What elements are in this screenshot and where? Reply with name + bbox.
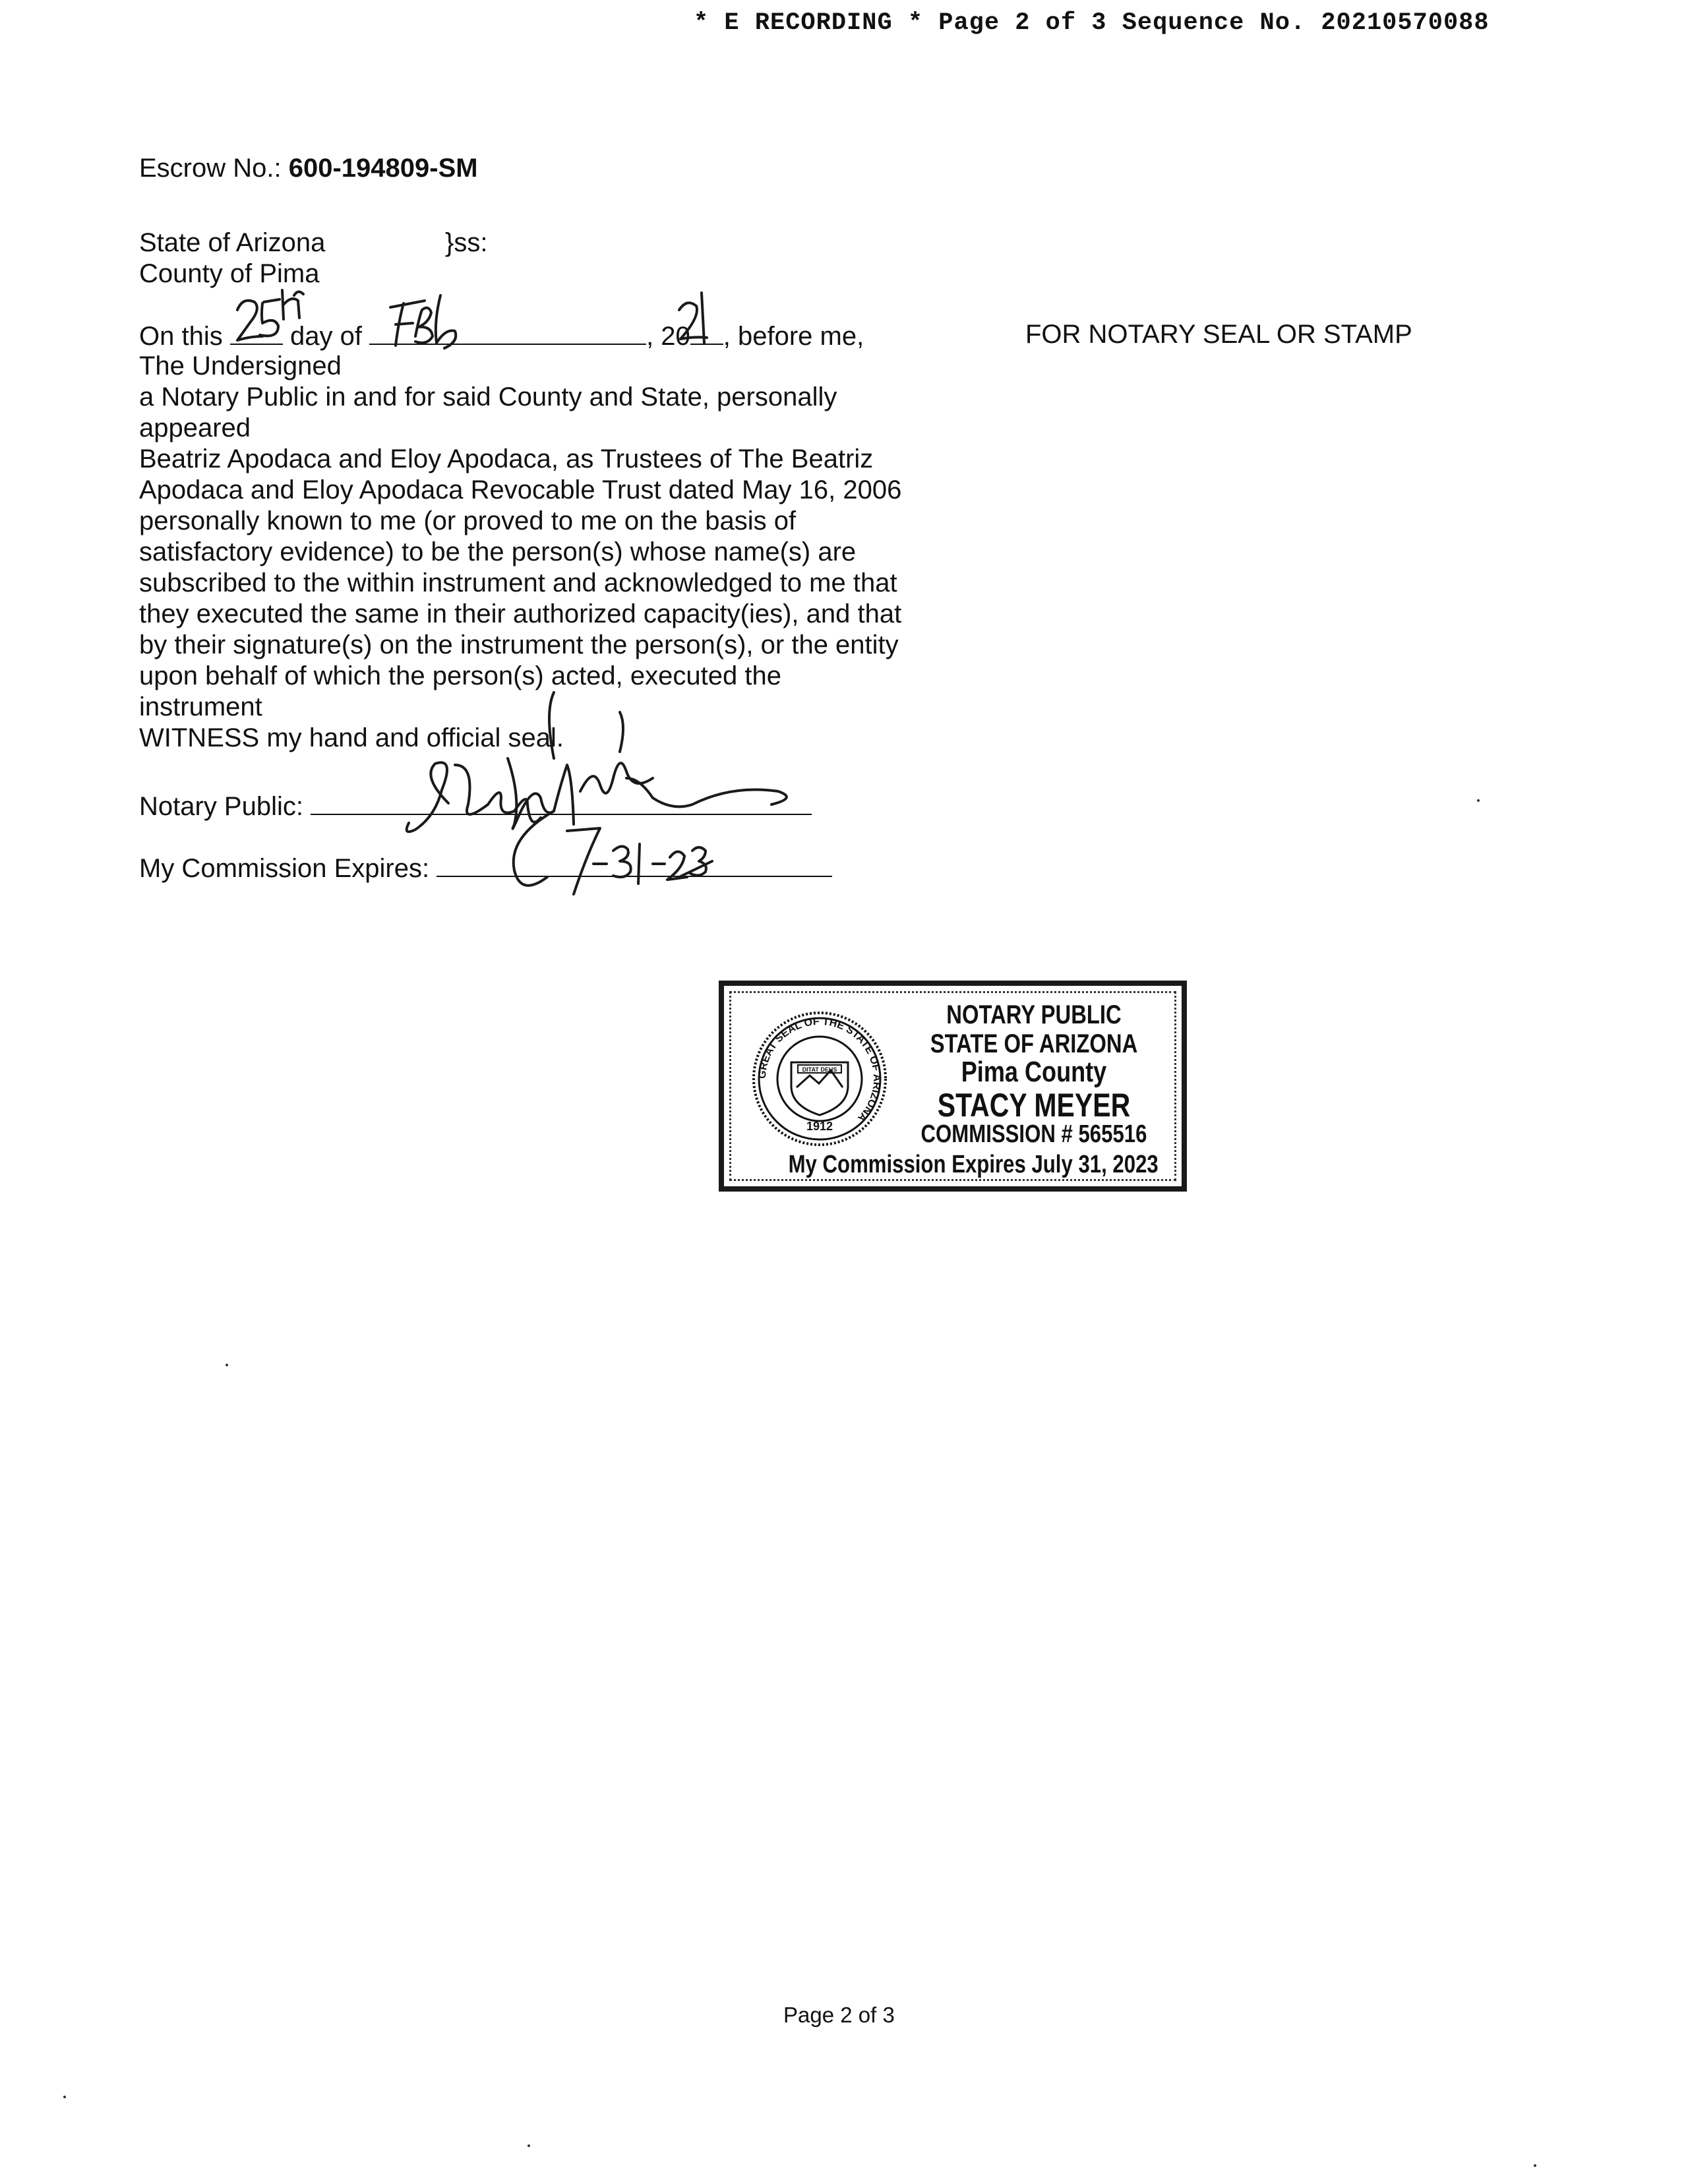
ack-line: satisfactory evidence) to be the person(s) whose name(s) are [139,537,857,566]
stamp-line-state: STATE OF ARIZONA [930,1029,1138,1058]
seal-caption: FOR NOTARY SEAL OR STAMP [1025,320,1412,349]
seal-motto: DITAT DEUS [802,1066,837,1073]
page-number: Page 2 of 3 [783,2003,895,2027]
escrow-label: Escrow No.: [139,154,282,183]
scan-speck [63,2096,66,2098]
seal-ring-text: GREAT SEAL OF THE STATE OF ARIZONA [756,1016,883,1124]
scan-speck [528,2144,530,2147]
ack-line: The Undersigned [139,351,342,380]
recording-header: * E RECORDING * Page 2 of 3 Sequence No. 20210570088 [694,9,1490,37]
state-seal-icon [750,1010,889,1148]
ack-line: personally known to me (or proved to me on the basis of [139,506,797,535]
handwritten-day [237,290,303,340]
stamp-line-notary-public: NOTARY PUBLIC [946,1000,1122,1029]
scan-speck [226,1364,228,1366]
ack-line: a Notary Public in and for said County and State, personally [139,382,837,411]
handwritten-year [679,293,707,343]
ack-line: upon behalf of which the person(s) acted, executed the [139,661,781,690]
ack-line: by their signature(s) on the instrument the person(s), or the entity [139,630,899,659]
stamp-line-expires: My Commission Expires July 31, 2023 [788,1151,1159,1178]
year-prefix: , 20 [646,322,690,351]
ack-line: subscribed to the within instrument and acknowledged to me that [139,568,897,597]
stamp-line-county: Pima County [961,1056,1107,1088]
commission-label: My Commission Expires: [139,854,430,883]
stamp-line-commission-number: COMMISSION # 565516 [920,1120,1147,1148]
notary-signature [407,692,787,832]
ack-line: appeared [139,413,251,442]
escrow-number: 600-194809-SM [288,154,478,183]
handwritten-commission-date [514,811,712,894]
witness-line: WITNESS my hand and official seal. [139,723,564,752]
venue-ss: }ss: [445,228,488,257]
day-of-label: day of [289,322,362,351]
seal-year: 1912 [806,1120,833,1133]
venue-county: County of Pima [139,259,320,288]
ack-line: instrument [139,692,262,721]
scan-speck [1477,799,1480,802]
stamp-line-name: STACY MEYER [937,1087,1131,1124]
ack-line: Apodaca and Eloy Apodaca Revocable Trust dated May 16, 2006 [139,475,902,504]
scan-speck [1534,2164,1536,2167]
ack-line: Beatriz Apodaca and Eloy Apodaca, as Trustees of The Beatriz [139,444,874,473]
on-this-label: On this [139,322,223,351]
venue-state: State of Arizona [139,228,326,257]
notary-stamp [719,981,1187,1192]
before-me-label: , before me, [723,322,864,351]
notary-public-label: Notary Public: [139,792,303,821]
ack-line: they executed the same in their authorized capacity(ies), and that [139,599,902,628]
handwritten-month [390,295,456,348]
